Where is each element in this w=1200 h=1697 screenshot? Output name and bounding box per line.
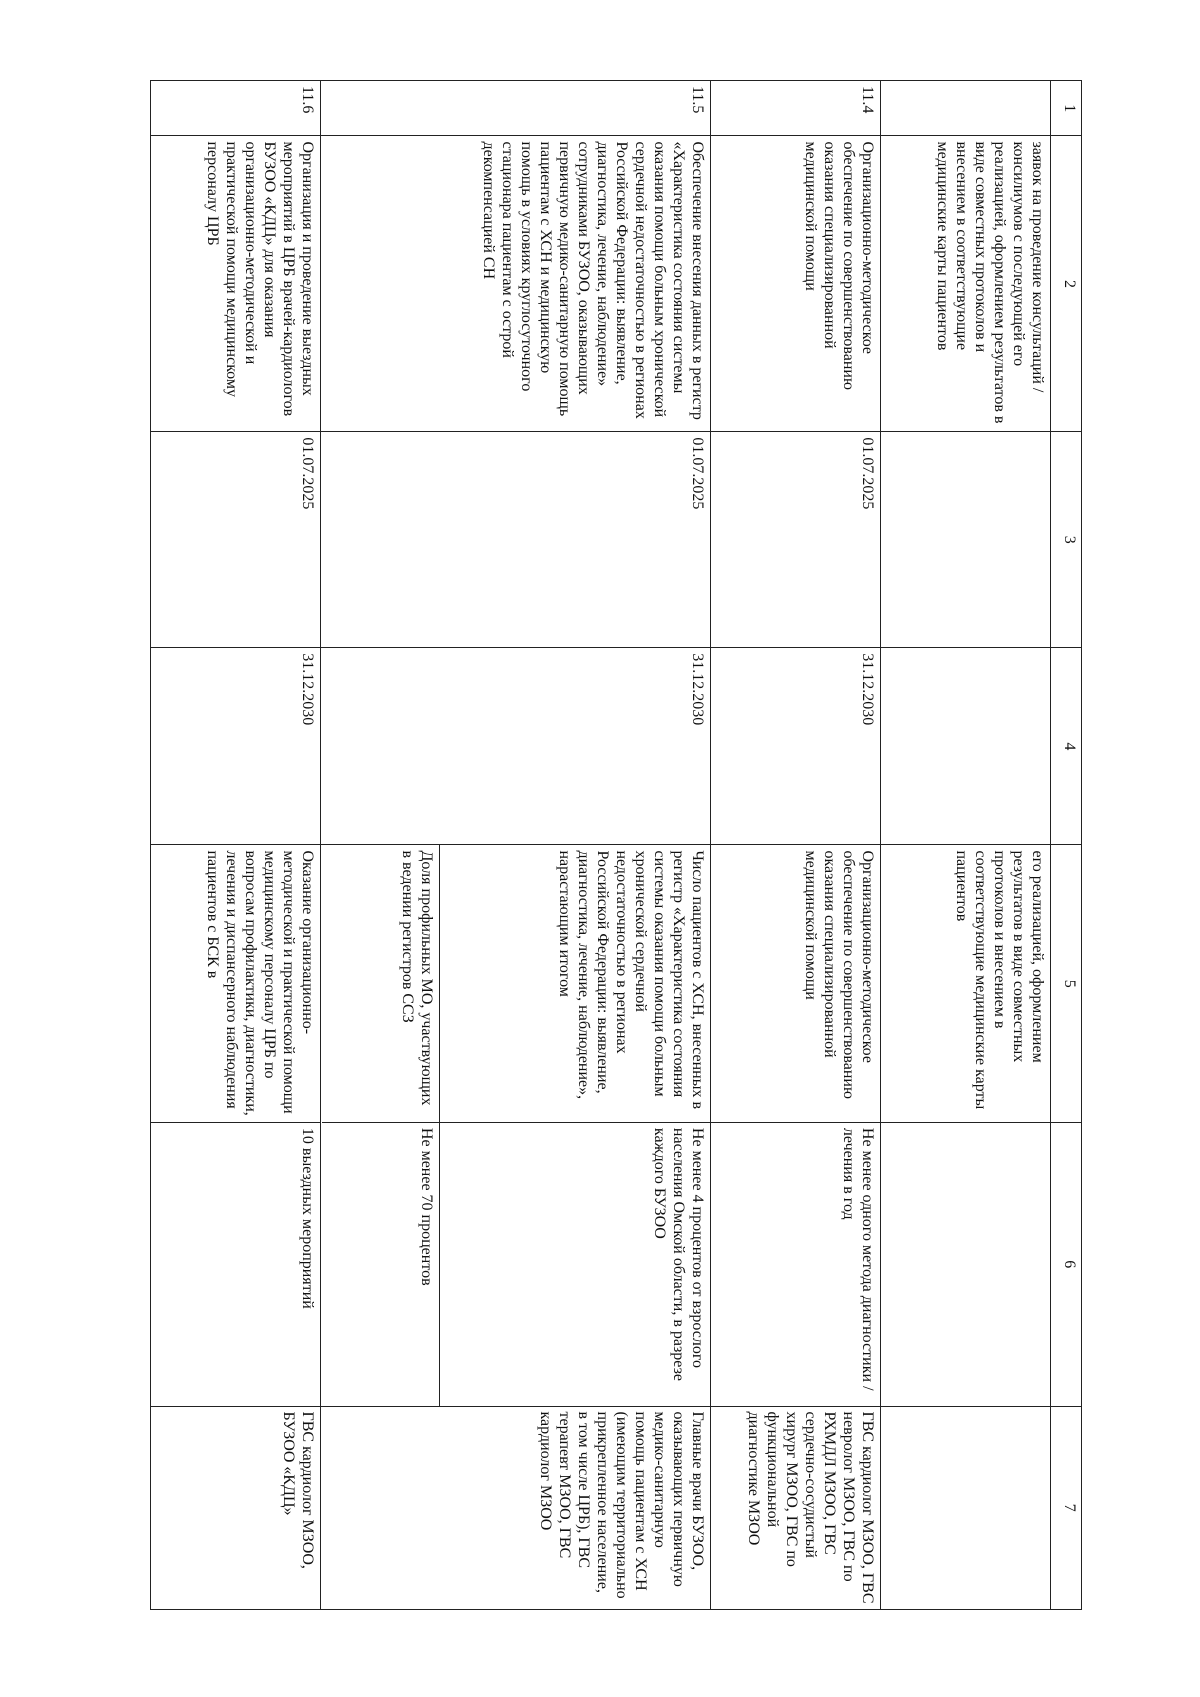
row-number: 11.5	[321, 81, 711, 136]
row-number: 11.6	[151, 81, 321, 136]
result-cell: Число пациентов с ХСН, внесенных в регистр «Характеристика состояния системы оказания помощи больным хронической сердечной недостаточностью в регионах Российской Федерации: выявление, диагностика, лечение, наблюдение», нарастающим итогом	[440, 845, 710, 1122]
table-row	[881, 81, 1051, 1610]
table-row	[321, 81, 711, 1610]
end-date-cell	[881, 648, 1051, 845]
end-date-cell: 31.12.2030	[321, 648, 711, 845]
event-cell: Обеспечение внесения данных в регистр «Характеристика состояния системы оказания помощи больным хронической сердечной недостаточностью в регионах Российской Федерации: выявление, диагностика, лечение, наблюдение» сотрудниками БУЗОО, оказывающих первичную медико-санитарную помощь пациентам с ХСН и медицинскую помощь в условиях круглосуточного стационара пациентам с острой декомпенсацией СН	[321, 136, 711, 432]
start-date-cell: 01.07.2025	[711, 432, 881, 648]
end-date-cell: 31.12.2030	[151, 648, 321, 845]
header-cell: 1	[1051, 81, 1082, 136]
header-cell: 4	[1051, 648, 1082, 845]
result-cell: Доля профильных МО, участвующих в ведении регистров ССЗ	[322, 845, 440, 1122]
result-cell: Организационно-методическое обеспечение по совершенствованию оказания специализированной медицинской помощи	[711, 845, 881, 1122]
responsible-cell: ГВС кардиолог МЗОО, ГВС невролог МЗОО, ГВС по РХМДЛ МЗОО, ГВС сердечно-сосудистый хирург МЗОО, ГВС по функциональной диагностике МЗОО	[711, 1406, 881, 1610]
responsible-cell	[881, 1406, 1051, 1610]
header-cell: 2	[1051, 136, 1082, 432]
result-cell: Оказание организационно-методической и практической помощи медицинскому персоналу ЦРБ по вопросам профилактики, диагностики, лечения и диспансерного наблюдения пациентов с БСК в	[151, 845, 321, 1122]
header-row	[1051, 81, 1082, 1610]
header-cell: 7	[1051, 1406, 1082, 1610]
table-sheet	[112, 80, 1082, 1610]
indicator-cell: 10 выездных мероприятий	[151, 1122, 321, 1406]
event-cell: Организация и проведение выездных мероприятий в ЦРБ врачей-кардиологов БУЗОО «КДЦ» для оказания организационно-методической и практической помощи медицинскому персоналу ЦРБ	[151, 136, 321, 432]
header-cell: 5	[1051, 845, 1082, 1122]
indicator-cell	[881, 1122, 1051, 1406]
end-date-cell: 31.12.2030	[711, 648, 881, 845]
start-date-cell: 01.07.2025	[151, 432, 321, 648]
header-cell: 6	[1051, 1122, 1082, 1406]
header-cell: 3	[1051, 432, 1082, 648]
table-row	[711, 81, 881, 1610]
indicator-cell: Не менее одного метода диагностики / лечения в год	[711, 1122, 881, 1406]
start-date-cell	[881, 432, 1051, 648]
indicator-cell: Не менее 4 процентов от взрослого населения Омской области, в разрезе каждого БУЗОО	[440, 1122, 710, 1405]
start-date-cell: 01.07.2025	[321, 432, 711, 648]
event-cell: заявок на проведение консультаций / консилиумов с последующей его реализацией, оформлением результатов в виде совместных протоколов и внесением в соответствующие медицинские карты пациентов	[881, 136, 1051, 432]
row-number	[881, 81, 1051, 136]
row-number: 11.4	[711, 81, 881, 136]
event-cell: Организационно-методическое обеспечение по совершенствованию оказания специализированной медицинской помощи	[711, 136, 881, 432]
result-cell: его реализацией, оформлением результатов в виде совместных протоколов и внесением в соответствующие медицинские карты пациентов	[881, 845, 1051, 1122]
table-row	[151, 81, 321, 1610]
plan-table	[150, 80, 1082, 1610]
indicators-group	[321, 845, 711, 1406]
responsible-cell: ГВС кардиолог МЗОО, БУЗОО «КДЦ»	[151, 1406, 321, 1610]
responsible-cell: Главные врачи БУЗОО, оказывающих первичную медико-санитарную помощь пациентам с ХСН (имеющим территориально прикрепленное население, в том числе ЦРБ), ГВС терапевт МЗОО, ГВС кардиолог МЗОО	[321, 1406, 711, 1610]
indicator-cell: Не менее 70 процентов	[322, 1122, 440, 1405]
